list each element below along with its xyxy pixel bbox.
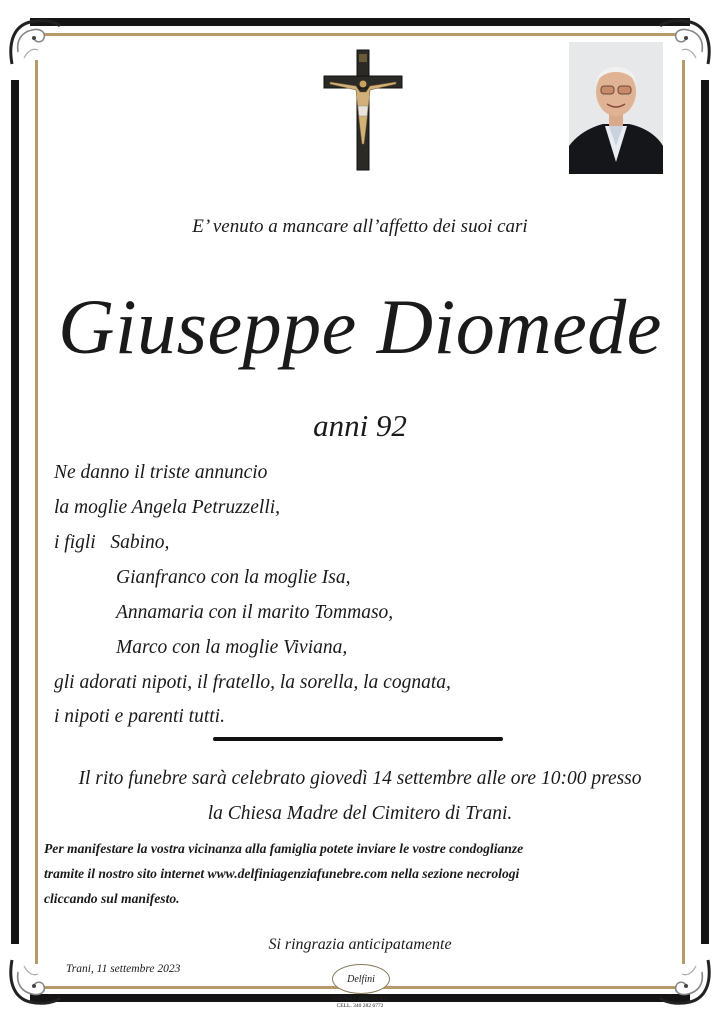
frame-gold-top xyxy=(44,33,676,36)
frame-gold-right xyxy=(682,60,685,964)
agency-name: Delfini xyxy=(347,973,375,985)
divider xyxy=(213,737,503,741)
deceased-name: Giuseppe Diomede xyxy=(58,283,662,370)
intro-text: E’ venuto a mancare all’affetto dei suoi cari xyxy=(192,216,528,237)
thanks-text: Si ringrazia anticipatamente xyxy=(268,936,452,953)
deceased-photo xyxy=(569,42,663,174)
family-line: Gianfranco con la moglie Isa, xyxy=(116,567,351,588)
family-line: Annamaria con il marito Tommaso, xyxy=(116,602,394,623)
agency-phone: AGENZIA 0883 481 608 xyxy=(332,996,388,1002)
condolence-notice-line1: Per manifestare la vostra vicinanza alla famiglia potete inviare le vostre condoglianze xyxy=(44,841,524,856)
funeral-info-line2: la Chiesa Madre del Cimitero di Trani. xyxy=(207,803,513,824)
family-line: i nipoti e parenti tutti. xyxy=(54,706,225,727)
funeral-info-line1: Il rito funebre sarà celebrato giovedì 14 settembre alle ore 10:00 presso xyxy=(78,768,642,789)
family-line: i figli Sabino, xyxy=(54,532,170,553)
agency-cell: CELL. 340 282 6772 xyxy=(336,1003,384,1009)
deceased-age: anni 92 xyxy=(313,408,407,443)
corner-ornament-icon xyxy=(4,952,64,1012)
condolence-notice-line2: tramite il nostro sito internet www.delfiniagenziafunebre.com nella sezione necrologi xyxy=(44,866,520,881)
corner-ornament-icon xyxy=(656,12,716,72)
family-line: Ne danno il triste annuncio xyxy=(54,462,268,483)
agency-contacts xyxy=(318,996,402,1010)
condolence-notice-line3: cliccando sul manifesto. xyxy=(44,891,180,906)
family-line: gli adorati nipoti, il fratello, la sorella, la cognata, xyxy=(54,672,451,693)
frame-gold-left xyxy=(35,60,38,964)
family-line: Marco con la moglie Viviana, xyxy=(116,637,348,658)
crucifix-icon xyxy=(322,48,404,172)
frame-bar-top xyxy=(30,18,690,26)
agency-logo xyxy=(318,960,402,1018)
agency-logo-oval xyxy=(332,964,390,994)
family-line: la moglie Angela Petruzzelli, xyxy=(54,497,281,518)
corner-ornament-icon xyxy=(656,952,716,1012)
notice-date: Trani, 11 settembre 2023 xyxy=(66,963,181,975)
corner-ornament-icon xyxy=(4,12,64,72)
